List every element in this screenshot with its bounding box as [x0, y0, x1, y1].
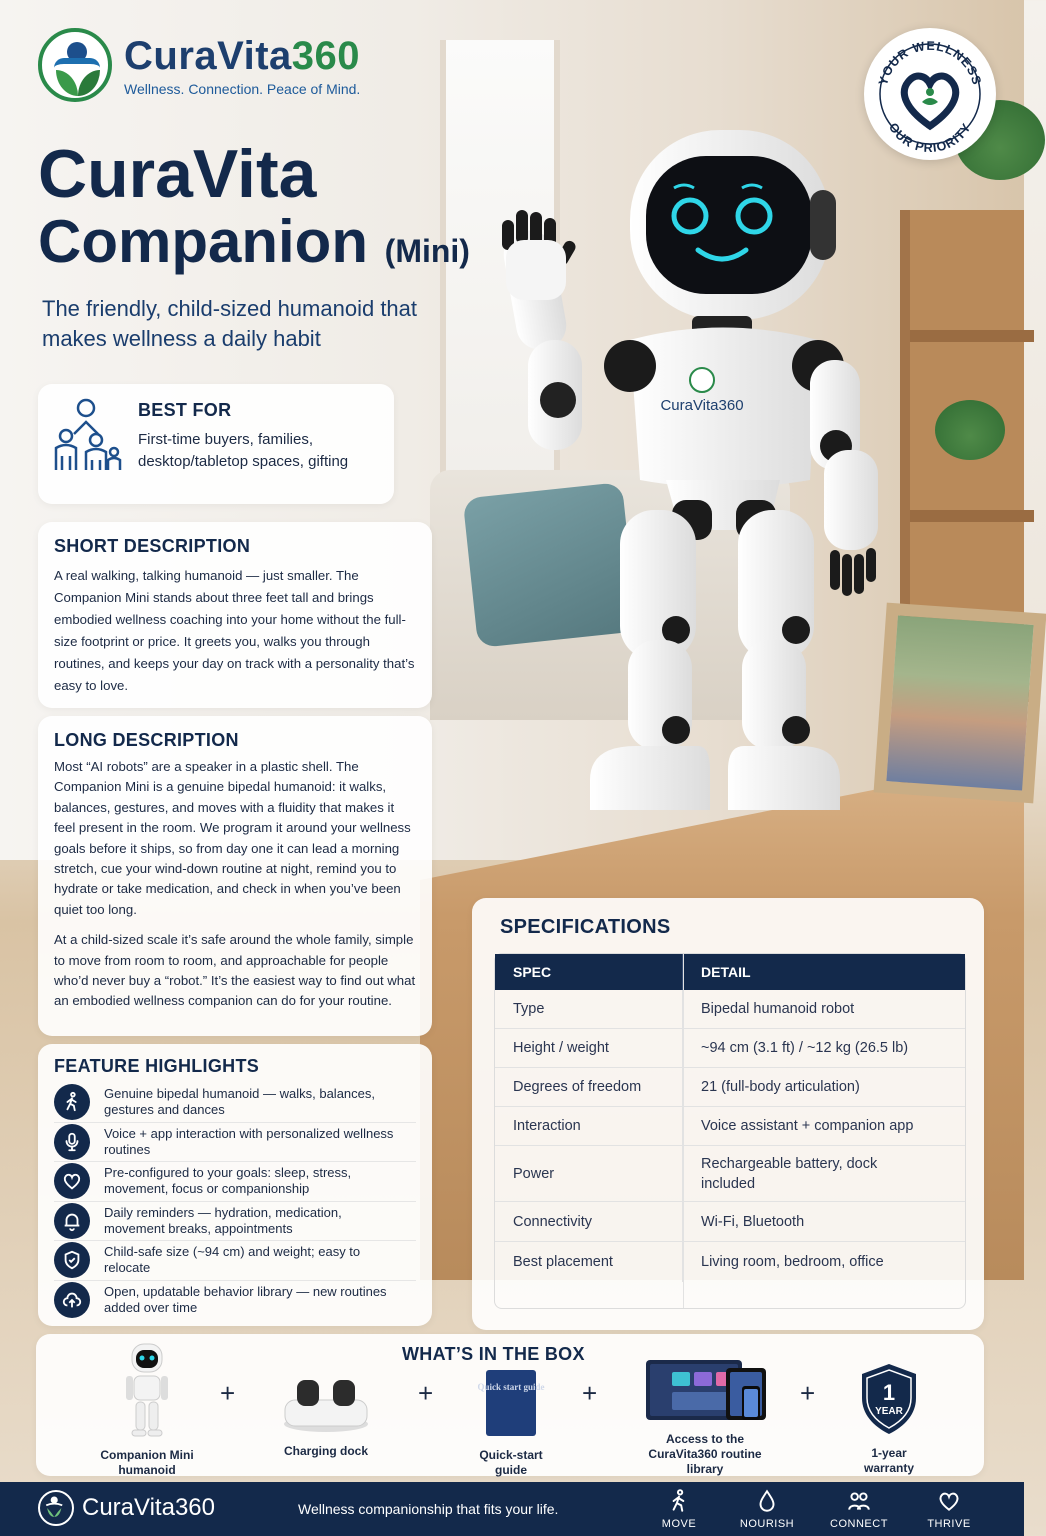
- brand-tagline: Wellness. Connection. Peace of Mind.: [124, 80, 361, 97]
- footer-brand-name[interactable]: CuraVita360: [82, 1494, 215, 1521]
- spec-key: Best placement: [495, 1242, 683, 1282]
- long-description-paragraph-1: Most “AI robots” are a speaker in a plastic shell. The Companion Mini is a genuine bipedal humanoid: it walks, balances, gestures, and moves with a fluidity that makes it feel present in the room. We program it around your wellness goals before it ships, so from day one it can lead a morning stretch, cue your wind-down routine at night, remind you to hydrate or take medication, and check in when you’ve been quiet too long.: [54, 759, 411, 917]
- feature-text: Pre-configured to your goals: sleep, stress, movement, focus or companionship: [104, 1165, 352, 1197]
- box-item-guide: [466, 1368, 556, 1478]
- box-item-label: Quick-start guide: [479, 1448, 543, 1477]
- spec-key: Interaction: [495, 1107, 683, 1145]
- table-row: [495, 1202, 965, 1242]
- quick-start-guide-icon: [477, 1368, 545, 1438]
- badge-bottom-text: OUR PRIORITY: [885, 120, 975, 156]
- spec-value: Bipedal humanoid robot: [701, 1001, 855, 1017]
- walking-icon: [666, 1488, 692, 1514]
- robot-chest-label: CuraVita360: [660, 397, 744, 414]
- spec-value: Voice assistant + companion app: [701, 1118, 914, 1134]
- table-header: [495, 954, 965, 990]
- charging-dock-icon: [281, 1374, 371, 1434]
- whats-in-the-box-heading: WHAT’S IN THE BOX: [402, 1344, 585, 1364]
- plus-sign: +: [800, 1378, 816, 1408]
- warranty-year-word: YEAR: [875, 1406, 903, 1417]
- heart-icon: [54, 1163, 90, 1199]
- feature-item: [54, 1241, 416, 1281]
- bell-icon: [54, 1203, 90, 1239]
- short-description-text: A real walking, talking humanoid — just smaller. The Companion Mini stands about three feet tall and brings embodied wellness coaching into your home without the full-size footprint or price. It greets you, walks you through routines, and keeps your day on track with a personality that’s easy to love.: [54, 568, 415, 693]
- spec-key: Power: [495, 1146, 683, 1201]
- plus-sign: +: [220, 1378, 236, 1408]
- microphone-icon: [54, 1124, 90, 1160]
- heart-icon: [936, 1488, 962, 1514]
- footer-bar: [0, 1482, 1024, 1536]
- feature-text: Open, updatable behavior library — new routines added over time: [104, 1284, 387, 1316]
- best-for-text: First-time buyers, families, desktop/tabletop spaces, gifting: [138, 431, 349, 470]
- spec-value: ~94 cm (3.1 ft) / ~12 kg (26.5 lb): [701, 1040, 909, 1056]
- box-item-warranty: [846, 1362, 932, 1476]
- badge-top-text: YOUR WELLNESS: [875, 38, 985, 87]
- short-description-heading: SHORT DESCRIPTION: [54, 536, 251, 556]
- feature-item: [54, 1281, 416, 1321]
- feature-text: Voice + app interaction with personalized wellness routines: [104, 1125, 394, 1157]
- spec-key: Height / weight: [495, 1029, 683, 1067]
- footer-nav-label: NOURISH: [739, 1518, 795, 1530]
- box-item-library: [640, 1358, 770, 1477]
- table-row: [495, 1068, 965, 1107]
- specifications-table: [494, 953, 966, 1309]
- box-item-label: Access to the CuraVita360 routine library: [648, 1432, 762, 1476]
- routine-library-devices-icon: [642, 1358, 768, 1422]
- brand-logo[interactable]: [38, 28, 360, 102]
- long-description-paragraph-2: At a child-sized scale it’s safe around the whole family, simple to move from room to room, and approachable for people who’d never buy a “robot.” It’s the easiest way to find out what an embodied wellness companion can do for your routine.: [54, 932, 416, 1009]
- box-item-robot: [92, 1342, 202, 1478]
- feature-text: Daily reminders — hydration, medication, movement breaks, appointments: [104, 1204, 342, 1236]
- best-for-heading: BEST FOR: [138, 400, 232, 420]
- box-item-label: Charging dock: [283, 1444, 368, 1458]
- feature-highlights-heading: FEATURE HIGHLIGHTS: [54, 1056, 260, 1076]
- family-icon: [52, 398, 126, 478]
- spec-value: Living room, bedroom, office: [701, 1254, 884, 1270]
- footer-logo-icon: [38, 1490, 74, 1526]
- spec-key: Connectivity: [495, 1202, 683, 1241]
- footer-nav-nourish[interactable]: [732, 1486, 802, 1530]
- column-header-spec: SPEC: [495, 954, 683, 990]
- water-drop-icon: [754, 1488, 780, 1514]
- specifications-heading: SPECIFICATIONS: [500, 916, 671, 938]
- feature-item: [54, 1162, 416, 1202]
- spec-key: Degrees of freedom: [495, 1068, 683, 1106]
- walking-icon: [54, 1084, 90, 1120]
- column-header-detail: DETAIL: [701, 964, 751, 980]
- footer-nav-label: CONNECT: [830, 1518, 888, 1530]
- logo-mark-icon: [38, 28, 112, 102]
- warranty-number: 1: [882, 1380, 896, 1405]
- plus-sign: +: [418, 1378, 434, 1408]
- page-title: CuraVita Companion (Mini): [38, 136, 470, 275]
- plus-sign: +: [582, 1378, 598, 1408]
- page-subtitle: The friendly, child-sized humanoid that makes wellness a daily habit: [42, 296, 418, 351]
- footer-nav-label: THRIVE: [927, 1518, 971, 1530]
- footer-slogan: Wellness companionship that fits your life.: [298, 1501, 559, 1517]
- feature-highlights-card: [38, 1044, 432, 1326]
- table-row: [495, 1146, 965, 1202]
- table-row: [495, 1242, 965, 1282]
- shield-check-icon: [54, 1242, 90, 1278]
- people-icon: [846, 1488, 872, 1514]
- heart-hands-icon: [904, 76, 955, 126]
- footer-nav-label: MOVE: [661, 1518, 697, 1530]
- table-row: [495, 990, 965, 1029]
- companion-mini-robot-image: [480, 110, 900, 830]
- box-item-label: 1-year warranty: [863, 1446, 915, 1475]
- spec-value: 21 (full-body articulation): [701, 1079, 860, 1095]
- feature-item: [54, 1123, 416, 1163]
- brand-name: CuraVita360: [124, 33, 361, 78]
- box-item-label: Companion Mini humanoid: [100, 1448, 194, 1477]
- feature-text: Genuine bipedal humanoid — walks, balances, gestures and dances: [104, 1086, 376, 1118]
- long-description-card: [38, 716, 432, 1036]
- robot-thumbnail-icon: [122, 1342, 172, 1438]
- specifications-card: [472, 898, 984, 1330]
- table-row: [495, 1107, 965, 1146]
- footer-nav-thrive[interactable]: [914, 1486, 984, 1530]
- feature-text: Child-safe size (~94 cm) and weight; easy to relocate: [104, 1244, 361, 1276]
- spec-key: Type: [495, 990, 683, 1028]
- warranty-shield-icon: [859, 1362, 919, 1436]
- guide-cover-text: Quick start guide: [477, 1382, 545, 1392]
- table-row: [495, 1029, 965, 1068]
- cloud-upload-icon: [54, 1282, 90, 1318]
- box-item-dock: [276, 1374, 376, 1459]
- spec-value: Rechargeable battery, dock included: [701, 1155, 878, 1192]
- spec-value: Wi-Fi, Bluetooth: [701, 1213, 805, 1230]
- whats-in-the-box-card: [36, 1334, 984, 1476]
- plant: [935, 400, 1005, 460]
- feature-item: [54, 1083, 416, 1123]
- footer-nav-move[interactable]: [644, 1486, 714, 1530]
- long-description-heading: LONG DESCRIPTION: [54, 730, 239, 750]
- footer-nav-connect[interactable]: [824, 1486, 894, 1530]
- short-description-card: [38, 522, 432, 708]
- best-for-card: [38, 384, 394, 504]
- feature-item: [54, 1202, 416, 1242]
